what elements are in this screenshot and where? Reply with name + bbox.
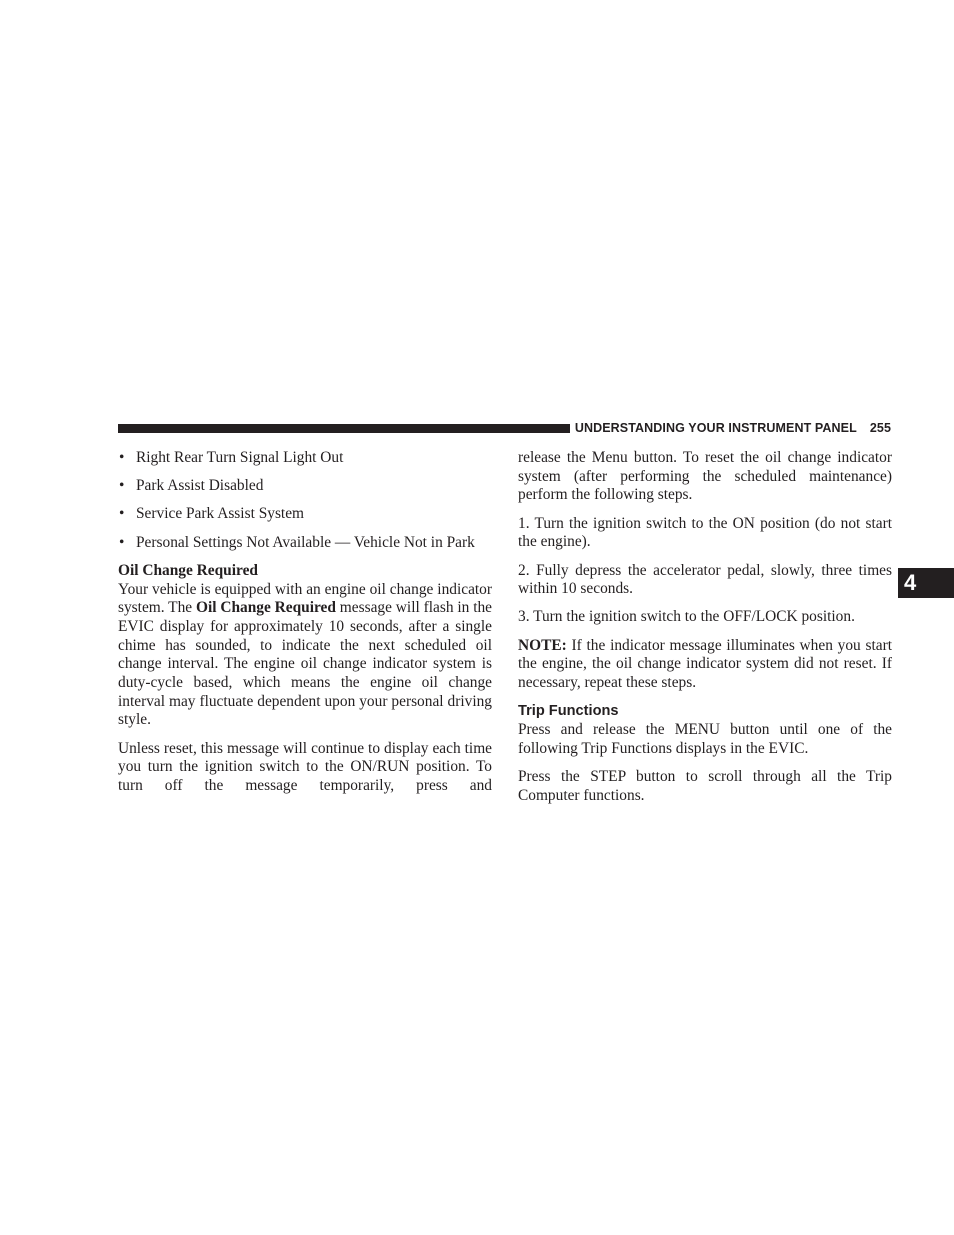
bullet-icon: • [119,533,125,551]
list-item: • Service Park Assist System [119,505,305,523]
reset-paragraph: Unless reset, this message will continue to display each time you turn the ignition switch to the ON/RUN position. To turn off the message temporarily, press and [118,739,492,795]
bullet-icon: • [119,449,125,466]
header-rule [118,424,570,433]
note-label: NOTE: [518,636,567,654]
step-item: 2. Fully depress the accelerator pedal, slowly, three times within 10 seconds. [518,561,892,598]
right-column [518,449,892,815]
oil-change-paragraph: Your vehicle is equipped with an engine oil change indicator system. The Oil Change Required message will flash in the EVIC display for approximately 10 seconds, after a single chime has sounded, to indicate the next scheduled oil change interval. The engine oil change indicator system is duty-cycle based, which means the engine oil change interval may fluctuate dependent upon your personal driving style. [118,580,492,729]
trip-paragraph: Press the STEP button to scroll through all the Trip Computer functions. [518,767,892,804]
message-list [118,449,492,552]
list-item: • Right Rear Turn Signal Light Out [119,449,344,466]
trip-functions-heading: Trip Functions [518,703,619,720]
step-item: 3. Turn the ignition switch to the OFF/LOCK position. [518,608,855,626]
running-header [574,420,891,436]
note-paragraph: NOTE: If the indicator message illuminates when you start the engine, the oil change indicator system did not reset. If necessary, repeat these steps. [518,636,892,692]
bullet-icon: • [119,505,125,523]
oil-change-heading: Oil Change Required [118,561,258,579]
list-item: • Park Assist Disabled [119,477,264,495]
oil-change-term: Oil Change Required [195,599,336,617]
section-title: UNDERSTANDING YOUR INSTRUMENT PANEL [574,421,857,435]
left-column [118,449,492,805]
chapter-tab: 4 [898,568,954,598]
list-item: • Personal Settings Not Available — Vehicle Not in Park [119,533,475,551]
continued-paragraph: release the Menu button. To reset the oil change indicator system (after performing the scheduled maintenance) perform the following steps. [518,449,892,504]
step-item: 1. Turn the ignition switch to the ON position (do not start the engine). [518,514,892,551]
page-number: 255 [869,421,891,435]
bullet-icon: • [119,477,125,495]
trip-paragraph: Press and release the MENU button until one of the following Trip Functions displays in the EVIC. [518,720,892,757]
